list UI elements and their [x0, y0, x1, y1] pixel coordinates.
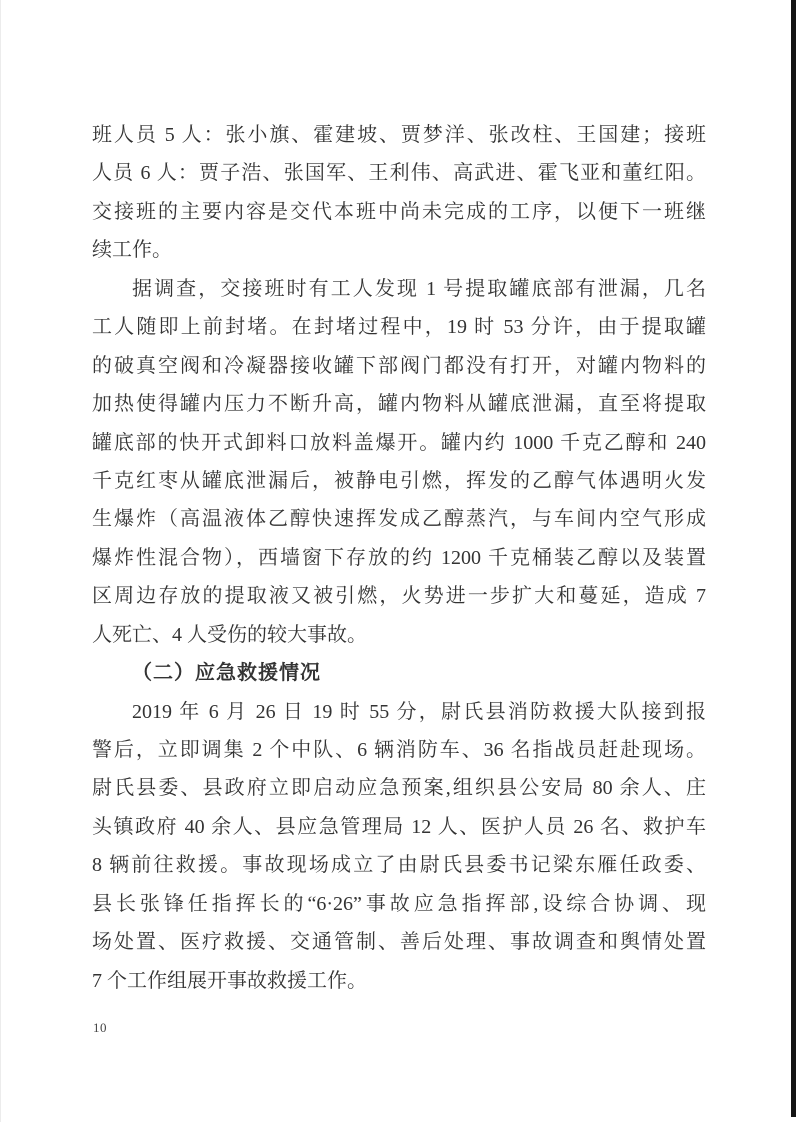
text-line: 罐底部的快开式卸料口放料盖爆开。罐内约 1000 千克乙醇和 240	[92, 431, 706, 454]
text-line: 县长张锋任指挥长的“6·26”事故应急指挥部,设综合协调、现	[92, 892, 706, 915]
text-line: 场处置、医疗救援、交通管制、善后处理、事故调查和舆情处置	[92, 931, 706, 954]
text-line: 人死亡、4 人受伤的较大事故。	[92, 623, 367, 646]
page-number: 10	[93, 1020, 107, 1035]
section-heading	[92, 654, 706, 692]
text-line: 班人员 5 人：张小旗、霍建坡、贾梦洋、张改柱、王国建；接班	[92, 124, 706, 146]
paragraph	[92, 693, 706, 1001]
text-line: 头镇政府 40 余人、县应急管理局 12 人、医护人员 26 名、救护车	[92, 815, 706, 838]
text-line: 千克红枣从罐底泄漏后，被静电引燃，挥发的乙醇气体遇明火发	[92, 469, 706, 492]
document-body	[92, 116, 706, 1000]
text-line: 工人随即上前封堵。在封堵过程中，19 时 53 分许，由于提取罐	[92, 316, 706, 339]
text-line: 续工作。	[92, 239, 172, 262]
text-line: 警后，立即调集 2 个中队、6 辆消防车、36 名指战员赶赴现场。	[92, 739, 706, 761]
text-line: 尉氏县委、县政府立即启动应急预案,组织县公安局 80 余人、庄	[92, 777, 706, 800]
text-line: （二）应急救援情况	[132, 662, 321, 685]
text-line: 爆炸性混合物），西墙窗下存放的约 1200 千克桶装乙醇以及装置	[92, 546, 706, 569]
text-line: 人员 6 人：贾子浩、张国军、王利伟、高武进、霍飞亚和董红阳。	[92, 162, 706, 185]
text-line: 交接班的主要内容是交代本班中尚未完成的工序，以便下一班继	[92, 200, 706, 223]
paragraph	[92, 116, 706, 270]
text-line: 2019 年 6 月 26 日 19 时 55 分，尉氏县消防救援大队接到报	[132, 700, 706, 723]
scan-edge-right	[791, 0, 796, 1117]
text-line: 的破真空阀和冷凝器接收罐下部阀门都没有打开，对罐内物料的	[92, 354, 706, 377]
text-line: 据调查，交接班时有工人发现 1 号提取罐底部有泄漏，几名	[132, 277, 706, 300]
text-line: 生爆炸（高温液体乙醇快速挥发成乙醇蒸汽，与车间内空气形成	[92, 508, 706, 531]
scan-edge-left	[0, 0, 1, 1122]
text-line: 7 个工作组展开事故救援工作。	[92, 969, 367, 992]
text-line: 8 辆前往救援。事故现场成立了由尉氏县委书记梁东雁任政委、	[92, 854, 706, 877]
text-line: 加热使得罐内压力不断升高，罐内物料从罐底泄漏，直至将提取	[92, 393, 706, 416]
paragraph	[92, 270, 706, 654]
text-line: 区周边存放的提取液又被引燃，火势进一步扩大和蔓延，造成 7	[92, 585, 706, 608]
